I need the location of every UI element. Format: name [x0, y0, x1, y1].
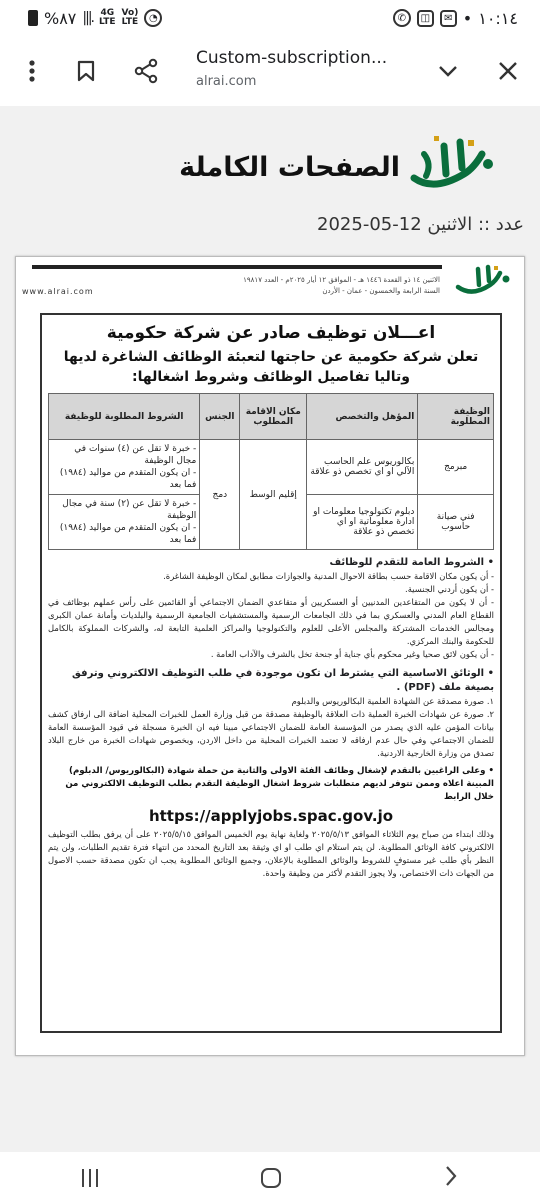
alrai-logo-icon[interactable] — [404, 134, 500, 196]
cell-qualification: بكالوريوس علم الحاسب الآلي او اي تخصص ذو علاقة — [307, 440, 418, 495]
chevron-down-icon[interactable] — [424, 47, 472, 95]
brand-header — [0, 126, 540, 196]
cell-gender: دمج — [200, 440, 240, 550]
condition-line: - خبرة لا تقل عن (٤) سنوات في مجال الوظيفة — [74, 444, 197, 466]
condition-line: - خبرة لا تقل عن (٢) سنة في مجال الوظيفة — [62, 499, 197, 521]
status-bar — [0, 0, 540, 36]
volte-bottom: LTE — [121, 17, 139, 27]
edition-label: عدد :: الاثنين 12-05-2025 — [317, 214, 524, 235]
app-notification-icon: ◫ — [417, 10, 434, 27]
cell-job: مبرمج — [418, 440, 494, 495]
col-conditions: الشروط المطلوبة للوظيفة — [49, 394, 200, 440]
document-item: ١. صورة مصدقة عن الشهادة العلمية البكالوريوس والدبلوم — [291, 696, 494, 706]
general-conditions-title: • الشروط العامة للتقدم للوظائف — [329, 557, 494, 568]
newspaper-page[interactable] — [15, 256, 525, 1056]
apply-link[interactable]: https://applyjobs.spac.gov.jo — [148, 807, 394, 825]
closing-paragraph: وذلك ابتداء من صباح يوم الثلاثاء الموافق ٢٠٢٥/٥/١٣ ولغاية نهاية يوم الخميس الموافق ٢٠٢٥/٥/١٥ على أن يرفق بطلب التوظيف الالكتروني كافة الوثائق المطلوبة. لن يتم استلام اي طلب او اي وثيقة بعد التاريخ المحدد من انتهاء فترة تقديم الطلبات، ولن يتم النظر بأي طلب غير مستوفٍ للشروط والوثائق المطلوبة بالإعلان، وجميع الوثائق المطلوبة يجب ان تكون مصدقة حسب الاصول من الجهات ذات الاختصاص، ولا يجوز التقدم لأكثر من وظيفة واحدة. — [48, 829, 494, 878]
brand-title: الصفحات الكاملة — [179, 152, 400, 183]
share-icon[interactable] — [122, 47, 170, 95]
header-bar — [32, 265, 442, 269]
battery-percent: %٨٧ — [44, 8, 77, 28]
documents-title: • الوثائق الاساسية التي يشترط ان تكون موجودة في طلب التوظيف الالكتروني وترفق بصيغة ملف (PDF) . — [72, 668, 494, 693]
cell-conditions — [49, 495, 200, 550]
issue-place-line: السنة الرابعة والخمسون - عمان - الأردن — [322, 287, 440, 295]
newspaper-url: www.alrai.com — [22, 287, 94, 296]
status-left — [28, 9, 162, 28]
newspaper-logo-icon — [452, 263, 514, 297]
battery-icon — [28, 10, 38, 26]
cell-conditions — [49, 440, 200, 495]
col-location: مكان الاقامة المطلوب — [240, 394, 307, 440]
back-chevron-icon — [444, 1165, 458, 1187]
volte-top: Vo) — [121, 8, 139, 18]
alarm-icon: ◔ — [144, 9, 162, 27]
general-condition-text: أن يكون مكان الاقامة حسب بطاقة الاحوال المدنية والجوازات مطابق لمكان الوظيفة الشاغرة. — [163, 571, 489, 581]
general-condition-item: - أن يكون أردني الجنسية. — [405, 584, 494, 594]
cell-job: فني صيانة حاسوب — [418, 495, 494, 550]
condition-line: - ان يكون المتقدم من مواليد (١٩٨٤) فما بعد — [59, 468, 197, 490]
condition-line: - ان يكون المتقدم من مواليد (١٩٨٤) فما بعد — [59, 523, 197, 545]
document-item: ٢. صورة عن شهادات الخبرة العملية ذات العلاقة بالوظيفة مصدقة من قبل وزارة العمل للخبرات المحلية اضافة الى ارفاق كشف بيانات المؤمن عليه الذي يصدر من المؤسسة العامة للضمان الاجتماعي مبينا فيه ان الخبرة مسجلة في قيود المؤسسة العامة للضمان الاجتماعي وفي حال عدم ارفاقه لا تعتمد الخبرات المحلية من داخل الاردن، وبخصوص شهادات الخبرة من خارج البلاد تصدق من وزارة الخارجية الاردنية. — [48, 709, 494, 758]
clock: ١٠:١٤ — [478, 8, 518, 28]
back-button[interactable] — [444, 1165, 458, 1191]
recent-apps-button[interactable] — [82, 1169, 98, 1187]
whatsapp-icon: ✆ — [393, 9, 411, 27]
general-condition-item: - أن يكون لائق صحيا وغير محكوم بأي جناية أو جنحة تخل بالشرف والآداب العامة . — [210, 649, 494, 659]
app-notification-icon-2: ✉ — [440, 10, 457, 27]
page-title: Custom-subscription... — [196, 48, 388, 68]
network-bottom: LTE — [99, 17, 116, 27]
network-type — [99, 9, 116, 27]
general-condition-text: أن يكون لائق صحيا وغير محكوم بأي جناية أو جنحة تخل بالشرف والآداب العامة . — [210, 649, 489, 659]
page-domain: alrai.com — [196, 74, 257, 89]
col-gender: الجنس — [200, 394, 240, 440]
general-condition-item: - أن يكون مكان الاقامة حسب بطاقة الاحوال المدنية والجوازات مطابق لمكان الوظيفة الشاغرة. — [163, 571, 494, 581]
issue-date — [110, 275, 440, 297]
network-top: 4G — [100, 8, 115, 18]
cell-location: إقليم الوسط — [240, 440, 307, 550]
volte-indicator — [122, 9, 139, 27]
close-icon[interactable] — [484, 47, 532, 95]
web-page — [0, 106, 540, 1152]
home-button[interactable] — [261, 1168, 281, 1188]
newspaper-header — [20, 261, 520, 305]
cell-qualification: دبلوم تكنولوجيا معلومات او ادارة معلوماتية او اي تخصص ذو علاقة — [307, 495, 418, 550]
job-announcement — [40, 313, 502, 1033]
table-row — [49, 440, 494, 495]
general-condition-text: أن يكون أردني الجنسية. — [405, 584, 489, 594]
signal-icon: |||. — [82, 10, 93, 26]
general-condition-text: أن لا يكون من المتقاعدين المدنيين أو العسكريين أو متقاعدي الضمان الاجتماعي أو القائمين على رأس عملهم بوظائف في القطاع العام المدني والعسكري بما في ذلك الجامعات الرسمية والمستشفيات الجامعية الرسمية والبلديات وأمانة عمان الكبرى ومجالس الخدمات المشتركة والمجلس الأعلى للعلوم والتكنولوجيا والمراكز العلمية التابعة له، والشركات المملوكة بالكامل للحكومة والبنك المركزي. — [48, 597, 494, 646]
status-dot: • — [462, 8, 473, 28]
jobs-table — [48, 393, 494, 550]
custom-tab-toolbar — [0, 36, 540, 106]
status-right — [393, 9, 518, 28]
general-condition-item: - أن لا يكون من المتقاعدين المدنيين أو العسكريين أو متقاعدي الضمان الاجتماعي أو القائمين على رأس عملهم بوظائف في القطاع العام المدني والعسكري بما في ذلك الجامعات الرسمية والمستشفيات الجامعية الرسمية والبلديات وأمانة عمان الكبرى ومجالس الخدمات المشتركة والمجلس الأعلى للعلوم والتكنولوجيا والمراكز العلمية التابعة له، والشركات المملوكة بالكامل للحكومة والبنك المركزي. — [48, 597, 494, 646]
system-nav-bar — [0, 1152, 540, 1204]
bookmark-icon[interactable] — [62, 47, 110, 95]
apply-instructions: • وعلى الراغبين بالتقدم لإشغال وظائف الفئة الاولى والثانية من حملة شهادة (البكالوريوس/ الدبلوم) المبينة اعلاه وممن تتوفر لديهم متطلبات شروط اشغال الوظيفة التقدم بطلب التوظيف الالكتروني من خلال الرابط — [65, 766, 494, 802]
table-header-row — [49, 394, 494, 440]
col-job: الوظيفة المطلوبة — [418, 394, 494, 440]
more-options-icon[interactable] — [8, 47, 56, 95]
col-qualification: المؤهل والتخصص — [307, 394, 418, 440]
ad-title: اعـــلان توظيف صادر عن شركة حكومية — [106, 323, 436, 343]
issue-date-line: الاثنين ١٤ ذو القعدة ١٤٤٦ هـ - الموافق ١٢ أيار ٢٠٢٥م - العدد ١٩٨١٧ — [243, 276, 440, 284]
page-title-block[interactable] — [196, 48, 416, 89]
ad-subtitle: تعلن شركة حكومية عن حاجتها لتعبئة الوظائف الشاغرة لديها وتاليا تفاصيل الوظائف وشروط اشغالها: — [63, 349, 479, 385]
